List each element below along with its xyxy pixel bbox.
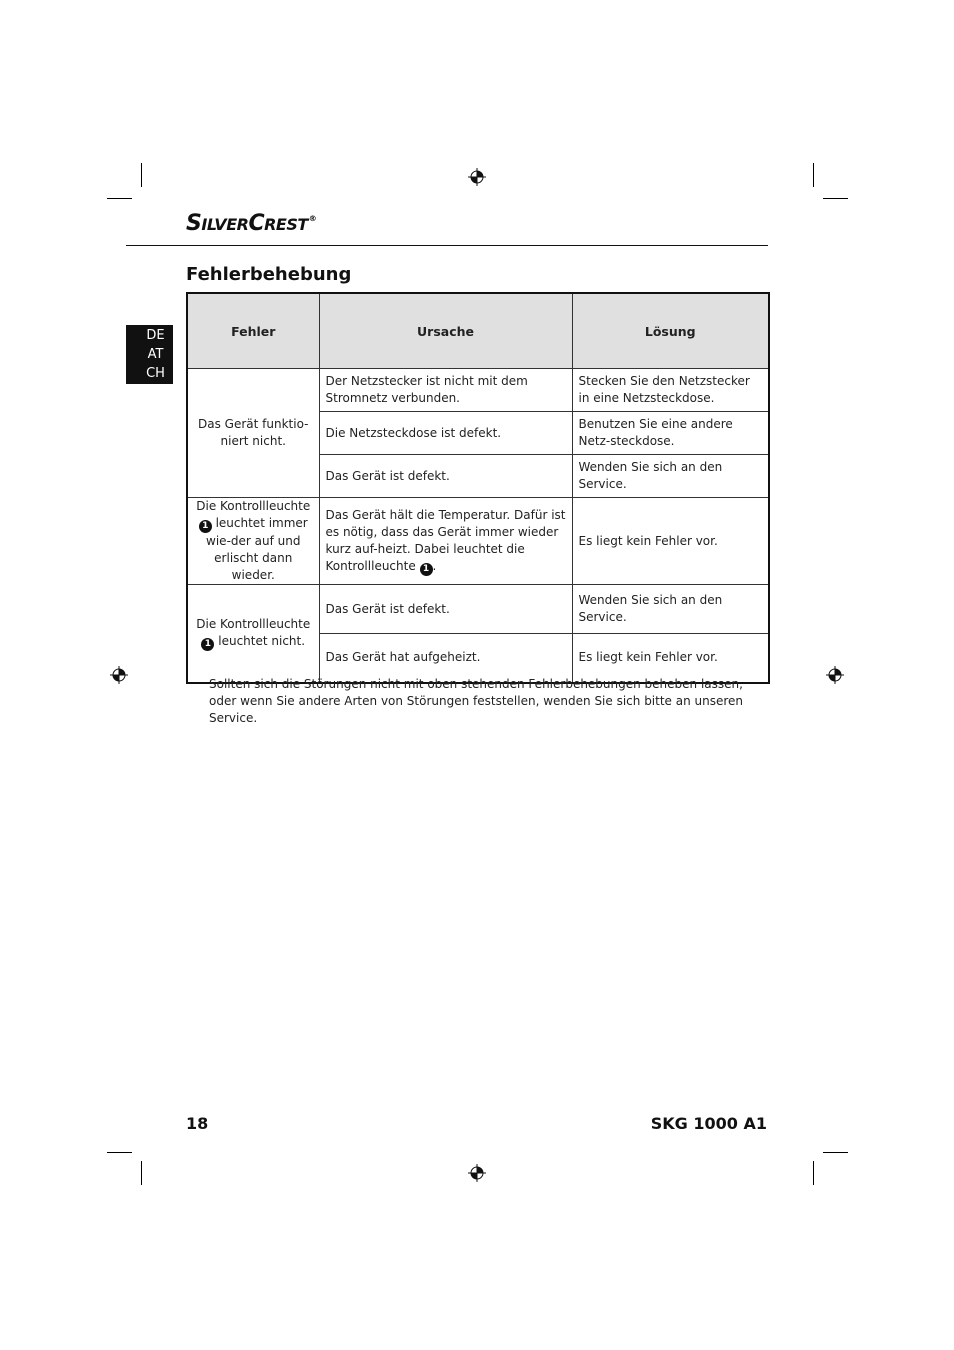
header-rule xyxy=(126,245,768,246)
registration-mark-icon xyxy=(468,168,486,186)
registration-mark-icon xyxy=(110,666,128,684)
crop-mark xyxy=(141,1161,142,1185)
cause-cell: Das Gerät ist defekt. xyxy=(319,585,572,634)
error-text: leuchtet immer wie-der auf und erlischt dann wieder. xyxy=(206,516,308,582)
solution-cell: Es liegt kein Fehler vor. xyxy=(572,634,769,683)
language-code: CH xyxy=(146,366,165,381)
column-header-fehler: Fehler xyxy=(187,293,319,369)
error-text: Die Kontrollleuchte xyxy=(196,499,311,513)
cause-cell: Der Netzstecker ist nicht mit dem Stromnetz verbunden. xyxy=(319,369,572,412)
page-number: 18 xyxy=(186,1114,209,1133)
error-cell xyxy=(187,585,319,683)
error-cell xyxy=(187,369,319,498)
solution-cell: Wenden Sie sich an den Service. xyxy=(572,455,769,498)
cause-cell: Das Gerät ist defekt. xyxy=(319,455,572,498)
table-row xyxy=(187,585,769,634)
model-number: SKG 1000 A1 xyxy=(650,1114,767,1133)
cause-text: . xyxy=(432,558,437,573)
solution-cell: Es liegt kein Fehler vor. xyxy=(572,498,769,585)
error-text: Das Gerät funktio-niert nicht. xyxy=(198,417,309,448)
brand-logo: SILVERCREST® xyxy=(186,211,317,236)
language-code: AT xyxy=(147,347,164,362)
registration-mark-icon xyxy=(468,1164,486,1182)
cause-cell: Das Gerät hat aufgeheizt. xyxy=(319,634,572,683)
solution-cell: Wenden Sie sich an den Service. xyxy=(572,585,769,634)
table-row xyxy=(187,369,769,412)
registration-mark-icon xyxy=(826,666,844,684)
cause-text: Das Gerät hält die Temperatur. Dafür ist es nötig, dass das Gerät immer wieder kurz auf-heizt. Dabei leuchtet die Kontrollleuchte xyxy=(325,507,566,573)
language-code: DE xyxy=(146,328,165,343)
troubleshooting-table xyxy=(186,292,770,684)
error-cell xyxy=(187,498,319,585)
solution-cell: Stecken Sie den Netzstecker in eine Netzsteckdose. xyxy=(572,369,769,412)
indicator-number-icon: 1 xyxy=(201,638,214,651)
error-text: Die Kontrollleuchte xyxy=(196,616,311,631)
crop-mark xyxy=(141,163,142,187)
crop-mark xyxy=(823,198,848,199)
crop-mark xyxy=(813,163,814,187)
column-header-ursache: Ursache xyxy=(319,293,572,369)
language-tab xyxy=(126,325,173,384)
service-note: Sollten sich die Störungen nicht mit oben stehenden Fehlerbehebungen beheben lassen, oder wenn Sie andere Arten von Störungen feststellen, wenden Sie sich bitte an unseren Service. xyxy=(209,677,744,725)
page-title: Fehlerbehebung xyxy=(186,264,352,285)
cause-cell: Die Netzsteckdose ist defekt. xyxy=(319,412,572,455)
cause-cell xyxy=(319,498,572,585)
solution-cell: Benutzen Sie eine andere Netz-steckdose. xyxy=(572,412,769,455)
error-text: leuchtet nicht. xyxy=(218,633,306,648)
crop-mark xyxy=(823,1152,848,1153)
crop-mark xyxy=(813,1161,814,1185)
indicator-number-icon: 1 xyxy=(420,563,433,576)
crop-mark xyxy=(107,1152,132,1153)
column-header-loesung: Lösung xyxy=(572,293,769,369)
crop-mark xyxy=(107,198,132,199)
table-header-row xyxy=(187,293,769,369)
indicator-number-icon: 1 xyxy=(199,520,212,533)
table-row xyxy=(187,498,769,585)
